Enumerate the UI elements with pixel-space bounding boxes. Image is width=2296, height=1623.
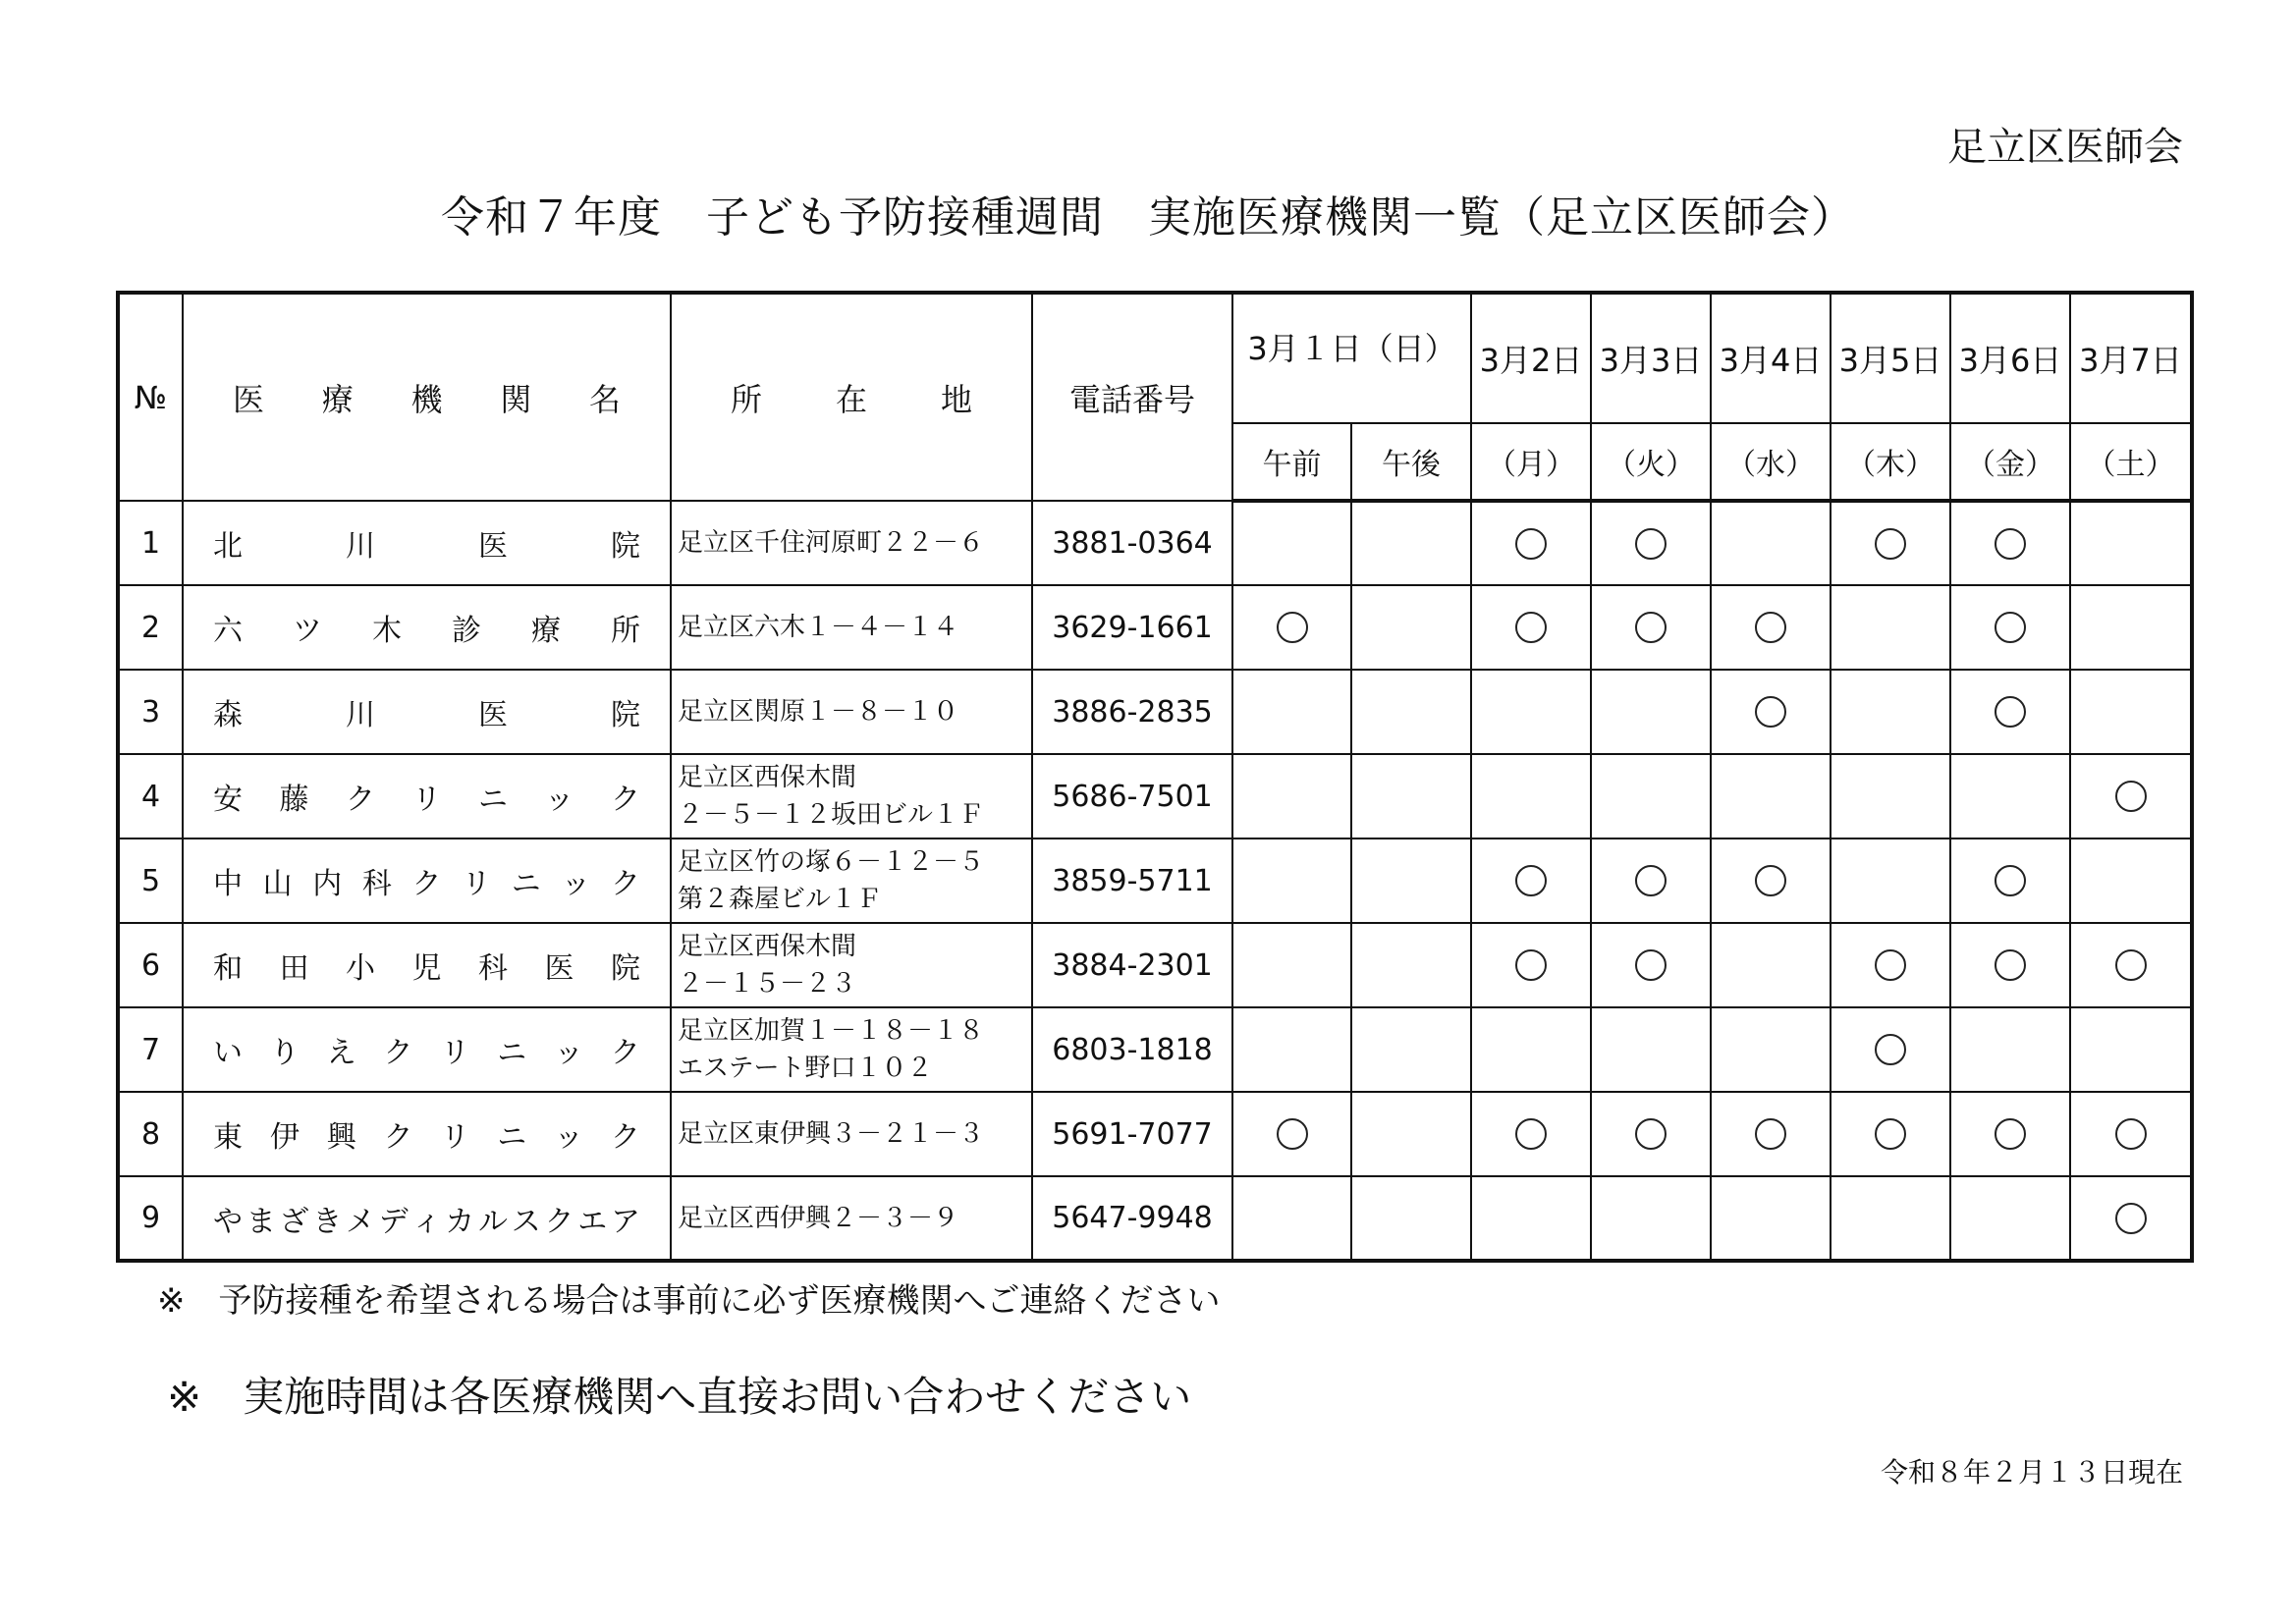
header-name-char: 療 — [321, 380, 354, 418]
schedule-cell — [1950, 501, 2070, 585]
available-circle-icon — [1635, 1118, 1667, 1150]
schedule-cell — [1950, 923, 2070, 1007]
clinic-schedule-table — [116, 291, 2194, 1263]
address-line: 足立区東伊興３－２１－３ — [678, 1119, 985, 1149]
clinic-name-char: ま — [246, 1204, 276, 1239]
schedule-cell — [1351, 923, 1471, 1007]
schedule-cell — [1351, 839, 1471, 923]
row-number: 5 — [118, 839, 183, 923]
schedule-cell — [1232, 1007, 1351, 1092]
available-circle-icon — [2115, 781, 2147, 812]
schedule-cell — [1950, 754, 2070, 839]
schedule-cell — [1232, 923, 1351, 1007]
clinic-name-char: り — [269, 1036, 300, 1070]
available-circle-icon — [1515, 1118, 1547, 1150]
clinic-name-char: ク — [611, 867, 640, 901]
header-address-char: 所 — [731, 380, 763, 418]
available-circle-icon — [2115, 1203, 2147, 1234]
address-line: 足立区西伊興２－３－９ — [678, 1203, 959, 1233]
row-number: 1 — [118, 501, 183, 585]
available-circle-icon — [1995, 865, 2026, 896]
schedule-cell — [1831, 923, 1950, 1007]
schedule-cell — [1711, 501, 1831, 585]
header-date-mar2: 3月2日 — [1471, 293, 1591, 423]
available-circle-icon — [1515, 865, 1547, 896]
clinic-name-char: 六 — [213, 614, 243, 648]
schedule-cell — [1711, 670, 1831, 754]
clinic-name-char: 川 — [346, 698, 375, 732]
header-name-char: 医 — [233, 380, 265, 418]
available-circle-icon — [1635, 865, 1667, 896]
clinic-name-char: 児 — [411, 951, 442, 986]
address-line: 足立区千住河原町２２－６ — [678, 528, 985, 558]
clinic-name-char: 医 — [544, 951, 574, 986]
clinic-address — [671, 1176, 1032, 1261]
header-morning: 午前 — [1232, 423, 1351, 501]
clinic-name-char: 診 — [452, 614, 481, 648]
schedule-cell — [1591, 923, 1711, 1007]
clinic-phone: 6803-1818 — [1032, 1007, 1232, 1092]
header-date-mar5: 3月5日 — [1831, 293, 1950, 423]
clinic-name-char: ィ — [411, 1204, 442, 1239]
clinic-name-char: 森 — [213, 698, 243, 732]
clinic-name-char: ッ — [554, 1036, 584, 1070]
available-circle-icon — [2115, 1118, 2147, 1150]
row-number: 8 — [118, 1092, 183, 1176]
clinic-name-char: 所 — [611, 614, 640, 648]
schedule-cell — [1351, 1176, 1471, 1261]
available-circle-icon — [1755, 696, 1786, 728]
schedule-cell — [1831, 754, 1950, 839]
clinic-name-char: 東 — [213, 1120, 243, 1155]
available-circle-icon — [1875, 949, 1906, 981]
schedule-cell — [1591, 670, 1711, 754]
table-row — [118, 1007, 2192, 1092]
clinic-name-char: 中 — [213, 867, 243, 901]
clinic-name-char: 科 — [478, 951, 508, 986]
clinic-name-char: ッ — [554, 1120, 584, 1155]
clinic-name-char: 興 — [326, 1120, 356, 1155]
clinic-name-char: ツ — [293, 614, 322, 648]
clinic-name-char: 小 — [346, 951, 375, 986]
clinic-name — [183, 585, 671, 670]
clinic-name-char: き — [312, 1204, 343, 1239]
available-circle-icon — [2115, 949, 2147, 981]
clinic-phone: 3629-1661 — [1032, 585, 1232, 670]
header-date-mar7: 3月7日 — [2070, 293, 2192, 423]
table-row — [118, 1176, 2192, 1261]
schedule-cell — [1591, 1092, 1711, 1176]
schedule-cell — [1831, 1092, 1950, 1176]
schedule-cell — [1591, 585, 1711, 670]
clinic-name-char: 院 — [611, 698, 640, 732]
schedule-cell — [1711, 1092, 1831, 1176]
schedule-cell — [2070, 839, 2192, 923]
schedule-cell — [1711, 923, 1831, 1007]
schedule-cell — [1831, 839, 1950, 923]
clinic-name-char: ク — [346, 783, 375, 817]
schedule-cell — [1711, 839, 1831, 923]
clinic-phone: 3886-2835 — [1032, 670, 1232, 754]
schedule-cell — [1711, 585, 1831, 670]
clinic-name-char: エ — [577, 1204, 608, 1239]
address-line: 足立区西保木間 — [678, 763, 857, 792]
page-title: 令和７年度 子ども予防接種週間 実施医療機関一覧（足立区医師会） — [441, 192, 1855, 243]
address-line: 足立区西保木間 — [678, 932, 857, 961]
available-circle-icon — [1875, 1118, 1906, 1150]
schedule-cell — [1950, 1092, 2070, 1176]
schedule-cell — [1232, 1092, 1351, 1176]
clinic-name-char: ア — [611, 1204, 640, 1239]
clinic-phone: 5686-7501 — [1032, 754, 1232, 839]
schedule-cell — [1351, 754, 1471, 839]
header-date-mar3: 3月3日 — [1591, 293, 1711, 423]
table-row — [118, 923, 2192, 1007]
schedule-cell — [2070, 923, 2192, 1007]
available-circle-icon — [1995, 696, 2026, 728]
clinic-name-char: ク — [411, 867, 442, 901]
schedule-cell — [1711, 1007, 1831, 1092]
clinic-name-char: ざ — [279, 1204, 309, 1239]
available-circle-icon — [1755, 1118, 1786, 1150]
schedule-cell — [1471, 501, 1591, 585]
header-day-tue: （火） — [1591, 423, 1711, 501]
header-phone: 電話番号 — [1032, 293, 1232, 501]
clinic-name-char: 伊 — [269, 1120, 300, 1155]
schedule-cell — [1831, 501, 1950, 585]
schedule-cell — [1351, 585, 1471, 670]
clinic-address — [671, 1007, 1032, 1092]
note-hours-inquiry: ※ 実施時間は各医療機関へ直接お問い合わせください — [167, 1373, 1192, 1421]
clinic-name-char: 和 — [213, 951, 243, 986]
schedule-cell — [2070, 1092, 2192, 1176]
header-name-char: 関 — [500, 380, 532, 418]
clinic-name-char: 院 — [611, 951, 640, 986]
clinic-name-char: 藤 — [279, 783, 309, 817]
header-day-fri: （金） — [1950, 423, 2070, 501]
clinic-name-char: ク — [610, 1036, 640, 1070]
header-afternoon: 午後 — [1351, 423, 1471, 501]
schedule-cell — [1950, 1007, 2070, 1092]
clinic-address — [671, 754, 1032, 839]
available-circle-icon — [1755, 612, 1786, 643]
available-circle-icon — [1995, 949, 2026, 981]
clinic-name-char: リ — [411, 783, 442, 817]
available-circle-icon — [1635, 528, 1667, 560]
header-day-wed: （水） — [1711, 423, 1831, 501]
schedule-cell — [2070, 1176, 2192, 1261]
clinic-name-char: ニ — [511, 867, 541, 901]
schedule-cell — [1950, 670, 2070, 754]
clinic-address — [671, 501, 1032, 585]
clinic-name-char: ク — [611, 783, 640, 817]
schedule-cell — [1711, 754, 1831, 839]
clinic-name-char: 安 — [213, 783, 243, 817]
schedule-cell — [1232, 1176, 1351, 1261]
clinic-name-char: 川 — [346, 529, 375, 564]
clinic-name-char: ス — [511, 1204, 541, 1239]
row-number: 7 — [118, 1007, 183, 1092]
schedule-cell — [1831, 1176, 1950, 1261]
schedule-cell — [2070, 501, 2192, 585]
header-address — [671, 293, 1032, 501]
available-circle-icon — [1995, 528, 2026, 560]
clinic-name-char: デ — [378, 1204, 409, 1239]
clinic-address — [671, 1092, 1032, 1176]
available-circle-icon — [1995, 1118, 2026, 1150]
clinic-name-char: ク — [544, 1204, 574, 1239]
schedule-cell — [1471, 839, 1591, 923]
clinic-phone: 3884-2301 — [1032, 923, 1232, 1007]
clinic-phone: 3859-5711 — [1032, 839, 1232, 923]
clinic-name-char: 院 — [611, 529, 640, 564]
available-circle-icon — [1755, 865, 1786, 896]
row-number: 3 — [118, 670, 183, 754]
clinic-name-char: い — [213, 1036, 243, 1070]
available-circle-icon — [1277, 612, 1308, 643]
header-date-mar6: 3月6日 — [1950, 293, 2070, 423]
note-contact-in-advance: ※ 予防接種を希望される場合は事前に必ず医療機関へご連絡ください — [157, 1281, 1221, 1321]
header-address-char: 地 — [940, 380, 972, 418]
address-line: 足立区加賀１－１８－１８ — [678, 1016, 985, 1046]
header-no: № — [118, 293, 183, 501]
available-circle-icon — [1995, 612, 2026, 643]
clinic-name — [183, 670, 671, 754]
available-circle-icon — [1277, 1118, 1308, 1150]
available-circle-icon — [1635, 949, 1667, 981]
clinic-name — [183, 1092, 671, 1176]
schedule-cell — [1471, 923, 1591, 1007]
header-name-char: 機 — [410, 380, 443, 418]
header-clinic-name — [183, 293, 671, 501]
schedule-cell — [1351, 501, 1471, 585]
header-day-thu: （木） — [1831, 423, 1950, 501]
clinic-name-char: ク — [383, 1120, 413, 1155]
schedule-cell — [1232, 670, 1351, 754]
schedule-cell — [1232, 585, 1351, 670]
clinic-name-char: リ — [440, 1120, 470, 1155]
clinic-name-char: 医 — [478, 529, 508, 564]
table-row — [118, 1092, 2192, 1176]
schedule-cell — [1831, 1007, 1950, 1092]
table-row — [118, 839, 2192, 923]
schedule-cell — [1471, 1007, 1591, 1092]
clinic-address — [671, 585, 1032, 670]
schedule-cell — [2070, 1007, 2192, 1092]
schedule-cell — [1471, 1092, 1591, 1176]
schedule-cell — [1831, 585, 1950, 670]
available-circle-icon — [1515, 528, 1547, 560]
clinic-name-char: 内 — [312, 867, 343, 901]
clinic-name-char: リ — [440, 1036, 470, 1070]
schedule-cell — [1950, 839, 2070, 923]
schedule-cell — [1351, 1092, 1471, 1176]
clinic-name-char: え — [326, 1036, 356, 1070]
address-line: 足立区竹の塚６－１２－５ — [678, 847, 985, 877]
address-line: エステート野口１０２ — [678, 1054, 933, 1083]
header-day-mon: （月） — [1471, 423, 1591, 501]
schedule-cell — [1232, 754, 1351, 839]
row-number: 9 — [118, 1176, 183, 1261]
schedule-cell — [1591, 1007, 1711, 1092]
clinic-name-char: ル — [478, 1204, 508, 1239]
clinic-name — [183, 839, 671, 923]
clinic-name — [183, 1176, 671, 1261]
table-row — [118, 585, 2192, 670]
clinic-name — [183, 501, 671, 585]
clinic-name-char: ニ — [497, 1036, 527, 1070]
clinic-name — [183, 1007, 671, 1092]
schedule-cell — [1471, 754, 1591, 839]
clinic-name-char: 北 — [213, 529, 243, 564]
schedule-cell — [1471, 670, 1591, 754]
schedule-cell — [1711, 1176, 1831, 1261]
clinic-phone: 3881-0364 — [1032, 501, 1232, 585]
table-row — [118, 754, 2192, 839]
as-of-date: 令和８年２月１３日現在 — [1880, 1456, 2183, 1488]
clinic-name-char: 科 — [361, 867, 392, 901]
header-date-mar4: 3月4日 — [1711, 293, 1831, 423]
clinic-name-char: 木 — [372, 614, 402, 648]
available-circle-icon — [1635, 612, 1667, 643]
schedule-cell — [1351, 670, 1471, 754]
schedule-cell — [2070, 754, 2192, 839]
available-circle-icon — [1515, 612, 1547, 643]
row-number: 6 — [118, 923, 183, 1007]
clinic-address — [671, 923, 1032, 1007]
clinic-name — [183, 754, 671, 839]
header-date-mar1: 3月１日（日） — [1232, 293, 1471, 423]
clinic-address — [671, 839, 1032, 923]
clinic-name-char: 療 — [531, 614, 561, 648]
table-row — [118, 501, 2192, 585]
address-line: ２－１５－２３ — [678, 969, 857, 999]
row-number: 4 — [118, 754, 183, 839]
schedule-cell — [1591, 1176, 1711, 1261]
schedule-cell — [1591, 501, 1711, 585]
available-circle-icon — [1515, 949, 1547, 981]
address-line: 第２森屋ビル１Ｆ — [678, 885, 883, 914]
clinic-name-char: メ — [346, 1204, 375, 1239]
schedule-cell — [1591, 839, 1711, 923]
address-line: ２－５－１２坂田ビル１Ｆ — [678, 800, 985, 830]
clinic-address — [671, 670, 1032, 754]
clinic-name-char: ニ — [478, 783, 508, 817]
clinic-name-char: 医 — [478, 698, 508, 732]
clinic-name-char: ッ — [561, 867, 591, 901]
clinic-name-char: カ — [445, 1204, 475, 1239]
clinic-name-char: や — [213, 1204, 243, 1239]
clinic-phone: 5691-7077 — [1032, 1092, 1232, 1176]
available-circle-icon — [1875, 1034, 1906, 1065]
table-row — [118, 670, 2192, 754]
address-line: 足立区六木１－４－１４ — [678, 613, 959, 642]
clinic-name-char: ク — [610, 1120, 640, 1155]
schedule-cell — [1950, 1176, 2070, 1261]
clinic-phone: 5647-9948 — [1032, 1176, 1232, 1261]
schedule-cell — [1351, 1007, 1471, 1092]
header-address-char: 在 — [835, 380, 867, 418]
schedule-cell — [1831, 670, 1950, 754]
schedule-cell — [1471, 585, 1591, 670]
clinic-name-char: ニ — [497, 1120, 527, 1155]
schedule-cell — [2070, 585, 2192, 670]
available-circle-icon — [1875, 528, 1906, 560]
clinic-name-char: リ — [462, 867, 492, 901]
clinic-name-char: 山 — [262, 867, 293, 901]
row-number: 2 — [118, 585, 183, 670]
schedule-cell — [1232, 501, 1351, 585]
schedule-cell — [2070, 670, 2192, 754]
clinic-name-char: 田 — [279, 951, 309, 986]
header-day-sat: （土） — [2070, 423, 2192, 501]
clinic-name-char: ク — [383, 1036, 413, 1070]
schedule-cell — [1591, 754, 1711, 839]
clinic-name — [183, 923, 671, 1007]
header-name-char: 名 — [588, 380, 621, 418]
schedule-cell — [1232, 839, 1351, 923]
schedule-cell — [1950, 585, 2070, 670]
address-line: 足立区関原１－８－１０ — [678, 697, 959, 727]
organization-name: 足立区医師会 — [1947, 125, 2183, 170]
table-body — [118, 501, 2192, 1261]
clinic-name-char: ッ — [544, 783, 574, 817]
schedule-cell — [1471, 1176, 1591, 1261]
